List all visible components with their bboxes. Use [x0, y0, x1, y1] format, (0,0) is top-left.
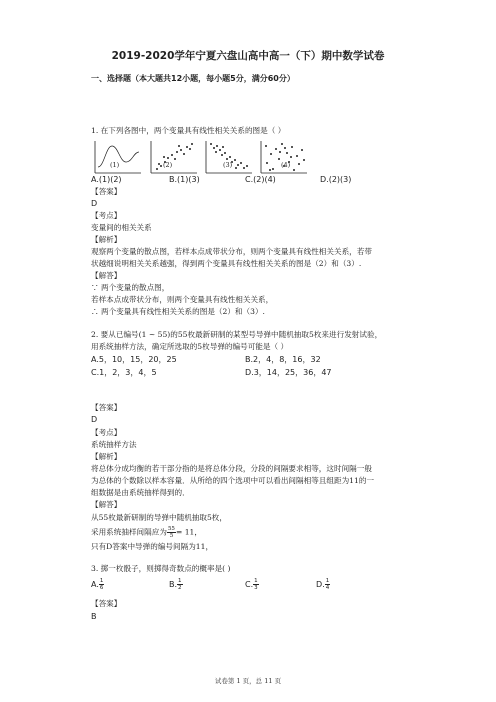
- q1-fig-label-4: (4): [281, 161, 291, 169]
- q1-fig-label-2: (2): [163, 161, 173, 169]
- q2-answer-heading: 【答案】: [91, 403, 122, 412]
- q2-jiexi-line-2: 为总体的个数除以样本容量．从所给的四个选项中可以看出间隔相等且组距为11的一: [91, 476, 375, 485]
- q1-jieda-line-3: ∴ 两个变量具有线性相关关系的图是（2）和（3）.: [91, 307, 265, 316]
- q1-jiexi-line-2: 状越细说明相关关系越强，得到两个变量具有线性相关关系的图是（2）和（3）.: [91, 259, 362, 268]
- q1-option-b: B.(1)(3): [169, 175, 200, 184]
- q2-jiexi-heading: 【解析】: [91, 452, 122, 461]
- page-title: 2019-2020学年宁夏六盘山高中高一（下）期中数学试卷: [111, 50, 385, 62]
- page-footer: 试卷第 1 页，总 11 页: [214, 677, 282, 685]
- q1-answer: D: [91, 199, 98, 208]
- q2-answer: D: [91, 415, 98, 424]
- q3-option-d: D. $\frac{1}{4}$: [316, 578, 330, 591]
- q1-fig-label-3: (3): [223, 161, 233, 169]
- q2-kaodian-heading: 【考点】: [91, 428, 122, 437]
- q1-answer-heading: 【答案】: [91, 187, 122, 196]
- q1-jieda-line-1: ∵ 两个变量的散点图，: [91, 283, 170, 292]
- q3-option-b: B. $\frac{1}{2}$: [169, 578, 182, 591]
- q1-fig-label-1: (1): [110, 161, 120, 169]
- q2-jiexi-line-3: 组数据是由系统抽样得到的．: [91, 488, 190, 497]
- q1-option-a: A.(1)(2): [91, 175, 122, 184]
- q2-interval-fraction: $\frac{55}{5}$: [167, 526, 175, 539]
- q1-kaodian: 变量间的相关关系: [91, 223, 152, 232]
- q1-option-d: D.(2)(3): [320, 175, 352, 184]
- q2-jieda-heading: 【解答】: [91, 500, 122, 509]
- q1-jieda-line-2: 若样本点成带状分布，则两个变量具有线性相关关系，: [91, 295, 274, 304]
- q3-answer-heading: 【答案】: [91, 599, 122, 608]
- q2-jieda-line-1: 从55枚最新研制的导弹中随机抽取5枚，: [91, 513, 227, 522]
- q3-option-a: A. $\frac{1}{6}$: [91, 578, 104, 591]
- q2-jiexi-line-1: 将总体分成均衡的若干部分指的是将总体分段，分段的间隔要求相等，这时间隔一般: [91, 464, 372, 473]
- q2-jieda-line-3: 只有D答案中导弹的编号间隔为11，: [91, 542, 214, 551]
- q2-stem-line-1: 2. 要从已编号(1 ~ 55)的55枚最新研制的某型号导弹中随机抽取5枚来进行发射试验，: [91, 330, 383, 339]
- section-heading: 一、选择题（本大题共12小题，每小题5分，满分60分）: [91, 74, 295, 83]
- q2-option-a: A.5，10，15，20，25: [91, 355, 177, 364]
- q1-jiexi-heading: 【解析】: [91, 235, 122, 244]
- q2-stem-line-2: 用系统抽样方法，确定所选取的5枚导弹的编号可能是（ ）: [91, 342, 289, 351]
- q3-stem: 3. 掷一枚骰子，则掷得奇数点的概率是( ): [91, 564, 231, 573]
- q3-answer: B: [91, 612, 97, 621]
- q1-option-c: C.(2)(4): [245, 175, 276, 184]
- q1-kaodian-heading: 【考点】: [91, 211, 122, 220]
- q3-option-c: C. $\frac{1}{3}$: [245, 578, 258, 591]
- q1-stem: 1. 在下列各图中，两个变量具有线性相关关系的图是（ ）: [91, 126, 286, 135]
- q1-jieda-heading: 【解答】: [91, 271, 122, 280]
- q1-figure-2: [148, 140, 198, 174]
- q2-option-d: D.3，14，25，36，47: [245, 368, 332, 377]
- q2-option-c: C.1，2，3，4，5: [91, 368, 157, 377]
- q2-kaodian: 系统抽样方法: [91, 440, 137, 449]
- q2-option-b: B.2，4，8，16，32: [245, 355, 321, 364]
- q2-jieda-line-2: 采用系统抽样间隔应为 $\frac{55}{5}$ = 11，: [91, 526, 202, 539]
- q1-jiexi-line-1: 观察两个变量的散点图，若样本点成带状分布，则两个变量具有线性相关关系，若带: [91, 247, 372, 256]
